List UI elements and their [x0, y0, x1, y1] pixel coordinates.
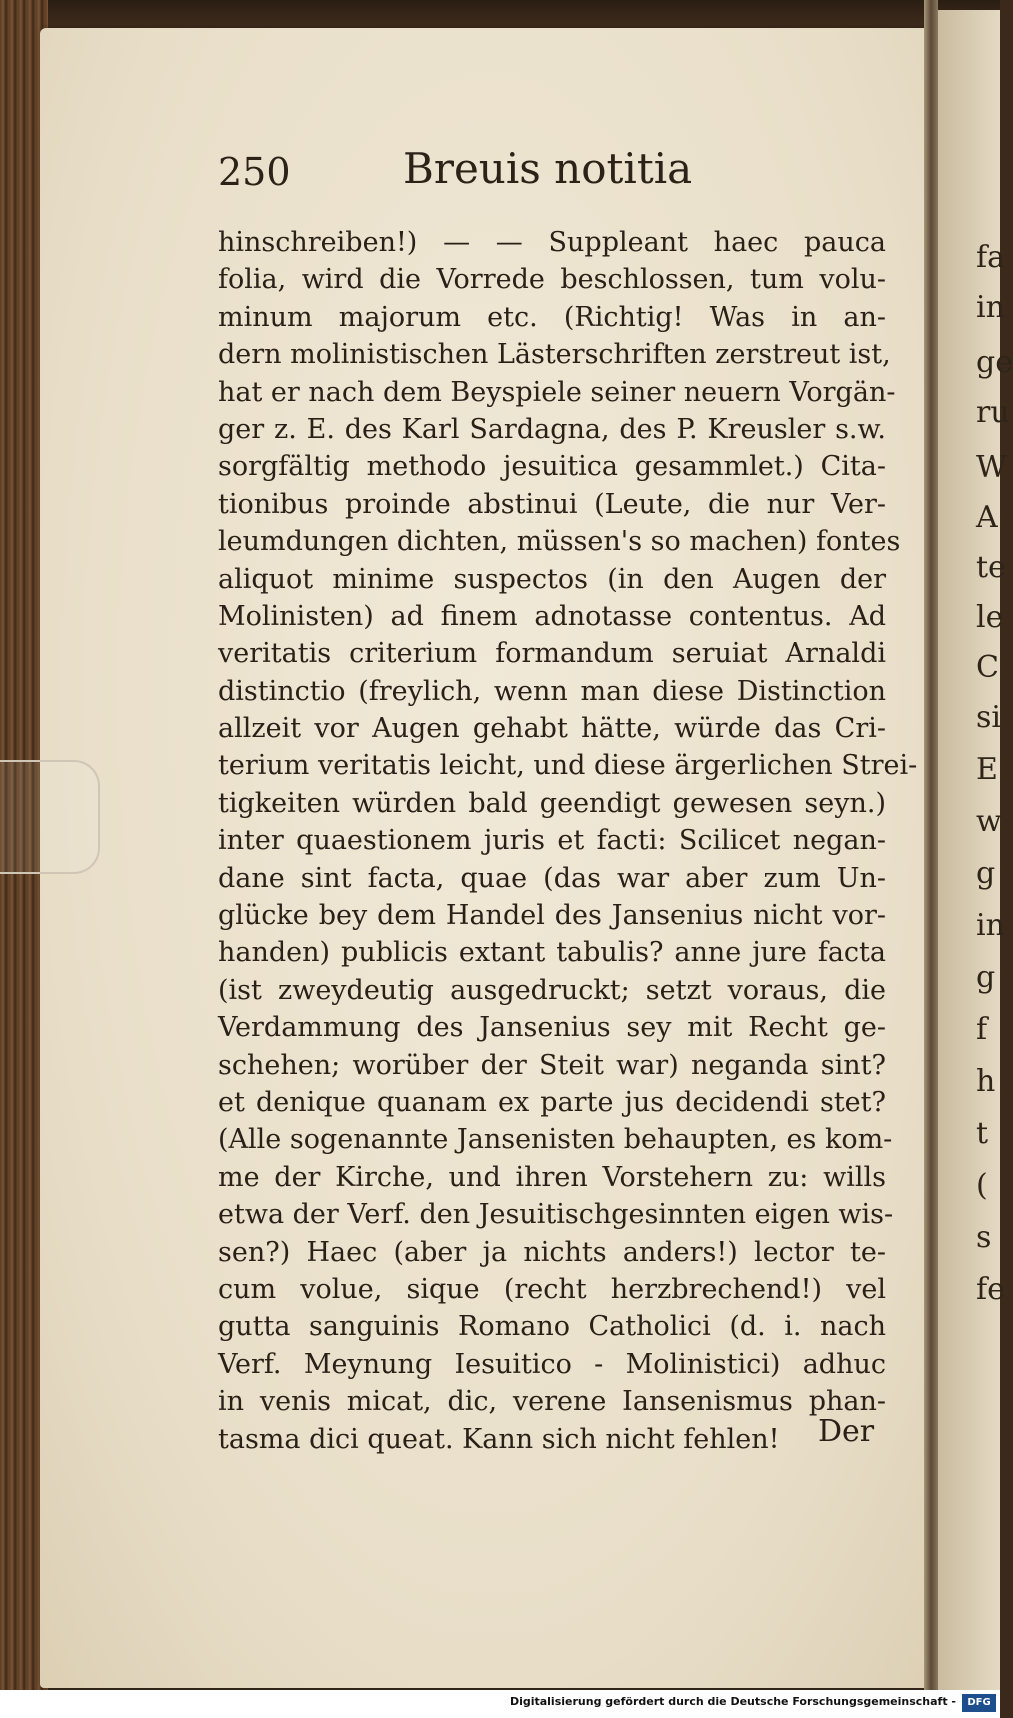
facing-page-fragment: le	[976, 600, 1004, 635]
facing-page-fragment: C	[976, 650, 999, 685]
facing-page-fragment: W	[976, 450, 1007, 485]
facing-page-fragment: s	[976, 1220, 992, 1255]
facing-page-fragment: w	[976, 804, 1002, 839]
facing-page-fragment: f	[976, 1012, 988, 1047]
facing-page-fragment: g	[976, 960, 996, 995]
page-clip	[0, 760, 100, 874]
facing-page-fragment: in	[976, 290, 1005, 325]
footer-credit: Digitalisierung gefördert durch die Deutsche Forschungsgemeinschaft -	[509, 1695, 956, 1708]
text-line: aliquot minime suspectos (in den Augen der	[218, 563, 886, 595]
facing-page-fragment: E	[976, 752, 998, 787]
facing-page-fragment: ru	[976, 395, 1010, 430]
text-line: ger z. E. des Karl Sardagna, des P. Kreusler s.w.	[218, 413, 886, 445]
body-text	[218, 224, 918, 1458]
text-line: distinctio (freylich, wenn man diese Distinction	[218, 675, 886, 707]
text-line: tionibus proinde abstinui (Leute, die nur Ver-	[218, 488, 886, 520]
text-line: cum volue, sique (recht herzbrechend!) vel	[218, 1273, 886, 1305]
page-header	[218, 144, 898, 210]
text-line: allzeit vor Augen gehabt hätte, würde das Cri-	[218, 713, 886, 745]
text-line: glücke bey dem Handel des Jansenius nicht vor-	[218, 900, 886, 932]
facing-page-fragment: in	[976, 908, 1005, 943]
text-line: Molinisten) ad finem adnotasse contentus. Ad	[218, 600, 886, 632]
text-line: (ist zweydeutig ausgedruckt; setzt voraus, die	[218, 974, 886, 1006]
text-line: veritatis criterium formandum seruiat Arnaldi	[218, 638, 886, 670]
facing-page-edge	[938, 10, 1013, 1690]
text-line: inter quaestionem juris et facti: Scilicet negan-	[218, 825, 886, 857]
text-line: sen?) Haec (aber ja nichts anders!) lector te-	[218, 1236, 886, 1268]
running-title: Breuis notitia	[403, 144, 693, 193]
text-line: schehen; worüber der Steit war) neganda sint?	[218, 1049, 886, 1081]
text-line: handen) publicis extant tabulis? anne jure facta	[218, 937, 886, 969]
text-line: tasma dici queat. Kann sich nicht fehlen!	[218, 1423, 780, 1455]
text-line: et denique quanam ex parte jus decidendi stet?	[218, 1086, 886, 1118]
text-line: gutta sanguinis Romano Catholici (d. i. nach	[218, 1311, 886, 1343]
page-number: 250	[218, 150, 291, 194]
text-line: me der Kirche, und ihren Vorstehern zu: wills	[218, 1161, 886, 1193]
text-line: dern molinistischen Lästerschriften zerstreut ist,	[218, 339, 891, 371]
text-line: Verdammung des Jansenius sey mit Recht ge-	[218, 1012, 886, 1044]
facing-page-fragment: fa	[976, 240, 1005, 275]
facing-page-fragment: h	[976, 1064, 996, 1099]
facing-page-fragment: (	[976, 1168, 988, 1203]
digitization-footer	[0, 1690, 1000, 1718]
facing-page-fragment: ge	[976, 345, 1013, 380]
facing-page-fragment: g	[976, 856, 996, 891]
text-line: Verf. Meynung Iesuitico - Molinistici) adhuc	[218, 1348, 886, 1380]
facing-page-fragment: t	[976, 1116, 989, 1151]
text-line: folia, wird die Vorrede beschlossen, tum volu-	[218, 264, 886, 296]
dfg-logo: DFG	[962, 1694, 996, 1712]
catchword: Der	[818, 1414, 875, 1449]
text-line: hinschreiben!) — — Suppleant haec pauca	[218, 227, 886, 258]
facing-page-fragment: fe	[976, 1272, 1005, 1307]
text-line: sorgfältig methodo jesuitica gesammlet.) Cita-	[218, 451, 886, 483]
text-line: (Alle sogenannte Jansenisten behaupten, es kom-	[218, 1124, 893, 1156]
book-gutter	[924, 0, 938, 1690]
text-line: terium veritatis leicht, und diese ärgerlichen Strei-	[218, 750, 918, 782]
text-line: minum majorum etc. (Richtig! Was in an-	[218, 301, 886, 333]
facing-page-fragment: te	[976, 550, 1006, 585]
text-line: hat er nach dem Beyspiele seiner neuern Vorgän-	[218, 376, 896, 408]
text-line: leumdungen dichten, müssen's so machen) fontes	[218, 526, 901, 558]
text-line: dane sint facta, quae (das war aber zum Un-	[218, 862, 886, 894]
text-line: in venis micat, dic, verene Iansenismus phan-	[218, 1386, 886, 1418]
facing-page-fragment: si	[976, 700, 1001, 735]
text-line: tigkeiten würden bald geendigt gewesen seyn.)	[218, 787, 886, 819]
facing-page-fragment: A	[976, 500, 998, 535]
text-line: etwa der Verf. den Jesuitischgesinnten eigen wis-	[218, 1199, 894, 1231]
